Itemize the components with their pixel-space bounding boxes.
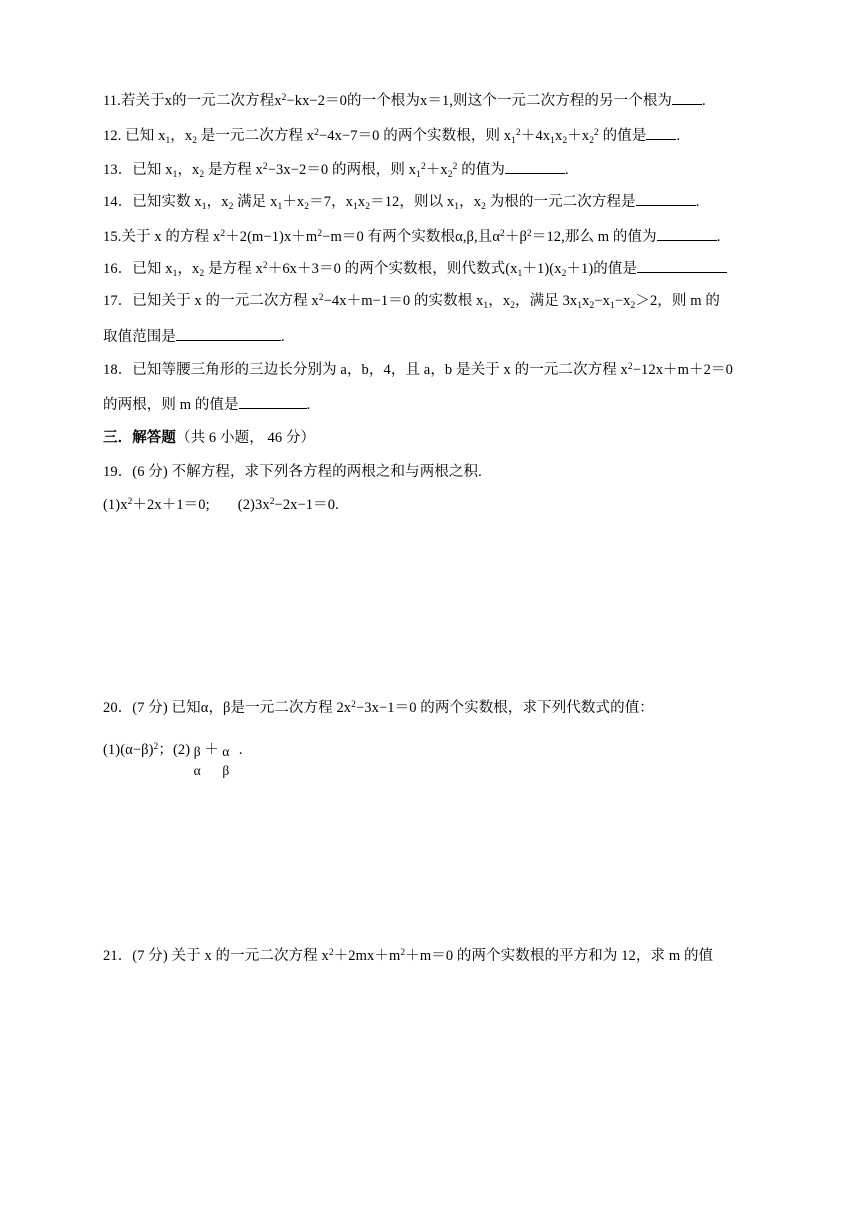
answer-blank[interactable] — [637, 258, 727, 273]
superscript: 2 — [452, 162, 458, 172]
answer-blank[interactable] — [505, 159, 565, 174]
q16-text: ，x — [177, 261, 200, 277]
q12-end: . — [676, 128, 681, 144]
question-18-line-2 — [103, 394, 310, 415]
superscript: 2 — [153, 742, 159, 752]
q17-text: 17．已知关于 x 的一元二次方程 x — [103, 293, 319, 309]
q14-text: ，x — [459, 194, 482, 210]
subscript: 1 — [550, 136, 556, 146]
question-15 — [103, 226, 720, 247]
q21-text: 21．(7 分) 关于 x 的一元二次方程 x — [103, 948, 329, 964]
superscript: 2 — [317, 229, 323, 239]
q13-text: 的值为 — [457, 162, 505, 178]
answer-blank[interactable] — [672, 90, 702, 105]
q14-text: x — [357, 194, 366, 210]
q16-text: 是方程 x — [204, 261, 263, 277]
q13-text: 13．已知 x — [103, 162, 173, 178]
superscript: 2 — [515, 128, 521, 138]
q14-end: . — [695, 194, 700, 210]
q21-text: ＋2mx＋m — [333, 948, 401, 964]
fraction-numerator: β — [193, 743, 201, 759]
subscript: 1 — [172, 170, 178, 180]
answer-blank[interactable] — [646, 125, 676, 140]
question-19 — [103, 462, 482, 482]
q12-text: −4x−7＝0 的两个实数根，则 x — [318, 128, 512, 144]
q20-part-2: ；(2) — [158, 742, 191, 758]
question-17-line-2 — [103, 326, 285, 347]
subscript: 1 — [511, 136, 516, 146]
subscript: 1 — [454, 202, 460, 212]
q18-text: −12x＋m＋2＝0 — [632, 362, 733, 378]
q13-text: ＋x — [425, 162, 448, 178]
q21-text: ＋m＝0 的两个实数根的平方和为 12，求 m 的值 — [405, 948, 714, 964]
q20-stem: 20．(7 分) 已知α，β是一元二次方程 2x — [103, 700, 352, 716]
q15-text: ＋2(m−1)x＋m — [225, 229, 318, 245]
q14-text: ＋x — [282, 194, 305, 210]
q13-text: −3x−2＝0 的两根，则 x — [267, 162, 417, 178]
q12-text: ＋x — [567, 128, 590, 144]
q14-text: 为根的一元二次方程是 — [485, 194, 636, 210]
subscript: 1 — [416, 170, 421, 180]
q14-text: 满足 x — [233, 194, 278, 210]
question-19-parts — [103, 495, 339, 515]
question-21 — [103, 946, 713, 966]
section-heading — [103, 428, 315, 448]
subscript: 1 — [165, 136, 171, 146]
q14-text: ，x — [206, 194, 229, 210]
q18-end: . — [306, 397, 311, 413]
q17-text: ＞2，则 m 的 — [635, 293, 720, 309]
subscript: 1 — [277, 202, 283, 212]
subscript: 2 — [199, 269, 205, 279]
superscript: 2 — [262, 261, 268, 271]
subscript: 1 — [201, 202, 207, 212]
subscript: 2 — [304, 202, 310, 212]
q18-text: 的两根，则 m 的值是 — [103, 397, 239, 413]
answer-blank[interactable] — [176, 326, 281, 341]
superscript: 2 — [400, 948, 406, 958]
question-12 — [103, 125, 680, 146]
subscript: 1 — [483, 301, 489, 311]
superscript: 2 — [281, 93, 287, 103]
subscript: 2 — [365, 202, 371, 212]
subscript: 2 — [589, 301, 595, 311]
superscript: 2 — [351, 700, 357, 710]
q13-text: 是方程 x — [204, 162, 263, 178]
superscript: 2 — [500, 229, 505, 239]
superscript: 2 — [269, 497, 275, 507]
fraction-numerator: α — [222, 743, 230, 759]
q17-text: −4x＋m−1＝0 的实数根 x — [323, 293, 484, 309]
superscript: 2 — [420, 162, 426, 172]
superscript: 2 — [314, 128, 319, 138]
q16-text: 16．已知 x — [103, 261, 173, 277]
q17-end: . — [281, 329, 285, 345]
q11-end: . — [702, 93, 706, 109]
superscript: 2 — [526, 229, 532, 239]
fraction-denominator: α — [193, 762, 201, 778]
q17-text: ，满足 3x — [515, 293, 578, 309]
fraction-denominator: β — [222, 762, 230, 778]
subscript: 1 — [353, 202, 358, 212]
question-14 — [103, 191, 699, 212]
question-16 — [103, 258, 727, 279]
q20-stem: −3x−1＝0 的两个实数根，求下列代数式的值： — [356, 700, 654, 716]
subscript: 2 — [510, 301, 516, 311]
q14-text: ＝7，x — [309, 194, 354, 210]
q17-text: ，x — [488, 293, 511, 309]
question-13 — [103, 159, 569, 180]
subscript: 2 — [447, 170, 453, 180]
q12-text: 的值是 — [598, 128, 647, 144]
subscript: 2 — [561, 269, 567, 279]
q15-text: −m＝0 有两个实数根α,β,且α — [322, 229, 501, 245]
superscript: 2 — [262, 162, 268, 172]
q12-text: x — [555, 128, 563, 144]
q12-text: 是一元二次方程 x — [197, 128, 315, 144]
subscript: 2 — [562, 136, 568, 146]
subscript: 1 — [610, 301, 615, 311]
q20-part-1: (1)(α−β) — [103, 742, 154, 758]
superscript: 2 — [627, 362, 633, 372]
q12-text: ，x — [170, 128, 193, 144]
subscript: 2 — [630, 301, 636, 311]
section-note: （共 6 小题， 46 分） — [176, 430, 316, 446]
q17-text: −x — [594, 293, 610, 309]
question-20 — [103, 698, 654, 718]
q17-text: −x — [614, 293, 631, 309]
q15-text: 15.关于 x 的方程 x — [103, 229, 221, 245]
q15-end: . — [716, 229, 721, 245]
question-11 — [103, 90, 706, 111]
answer-blank[interactable] — [636, 191, 696, 206]
subscript: 1 — [577, 301, 583, 311]
q16-text: ＋1)的值是 — [566, 261, 638, 277]
fraction-beta-over-alpha — [190, 734, 204, 778]
q13-text: ，x — [177, 162, 200, 178]
q17-text: 取值范围是 — [103, 329, 176, 345]
superscript: 2 — [594, 128, 599, 138]
superscript: 2 — [127, 497, 133, 507]
subscript: 2 — [228, 202, 234, 212]
q19-part-2: (2)3x — [237, 497, 270, 513]
q14-text: ＝12，则以 x — [370, 194, 455, 210]
subscript: 1 — [172, 269, 178, 279]
answer-blank[interactable] — [239, 394, 307, 409]
q15-text: ＝12,那么 m 的值为 — [531, 229, 657, 245]
q13-end: . — [565, 162, 569, 178]
q19-stem: 19．(6 分) 不解方程，求下列各方程的两根之和与两根之积. — [103, 464, 482, 480]
q19-part-1: (1)x — [103, 497, 128, 513]
question-20-parts — [103, 730, 243, 778]
subscript: 2 — [192, 136, 198, 146]
q14-text: 14．已知实数 x — [103, 194, 202, 210]
subscript: 2 — [589, 136, 595, 146]
q17-text: x — [582, 293, 590, 309]
plus-sign: ＋ — [204, 742, 219, 758]
q18-text: 18．已知等腰三角形的三边长分别为 a，b，4，且 a，b 是关于 x 的一元二次方程 x — [103, 362, 628, 378]
q11-text: −kx−2＝0的一个根为x＝1,则这个一元二次方程的另一个根为 — [286, 93, 673, 109]
q11-text: 11.若关于x的一元二次方程x — [103, 93, 282, 109]
q20-end: . — [238, 742, 243, 758]
question-18 — [103, 360, 733, 380]
subscript: 2 — [481, 202, 486, 212]
superscript: 2 — [220, 229, 226, 239]
subscript: 1 — [517, 269, 523, 279]
q16-text: ＋6x＋3＝0 的两个实数根，则代数式(x — [267, 261, 518, 277]
question-17 — [103, 291, 720, 311]
q19-part-1: ＋2x＋1＝0; — [132, 497, 210, 513]
superscript: 2 — [328, 948, 334, 958]
q15-text: ＋β — [504, 229, 527, 245]
fraction-alpha-over-beta — [219, 734, 233, 778]
q12-text: ＋4x — [520, 128, 551, 144]
superscript: 2 — [318, 293, 324, 303]
q12-text: 12. 已知 x — [103, 128, 166, 144]
q19-part-2: −2x−1＝0. — [274, 497, 339, 513]
section-title: 三．解答题 — [103, 430, 176, 446]
answer-blank[interactable] — [657, 226, 717, 241]
subscript: 2 — [199, 170, 205, 180]
q16-text: ＋1)(x — [522, 261, 562, 277]
